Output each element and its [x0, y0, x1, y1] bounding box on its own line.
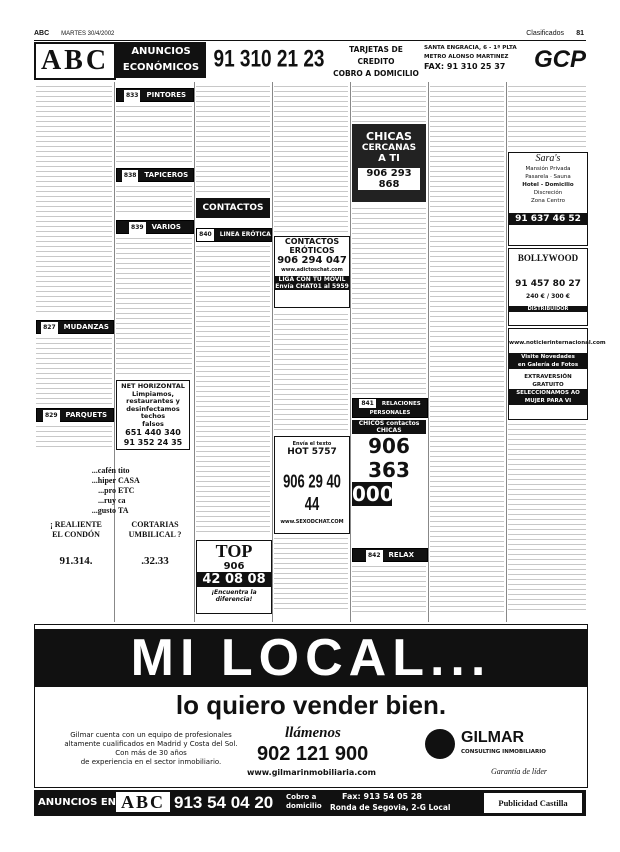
ad-title: CHICAS	[366, 130, 412, 143]
cobro-line: COBRO A DOMICILIO	[333, 69, 419, 78]
ad-net-horizontal	[116, 380, 190, 450]
cards-line: TARJETAS DE CREDITO	[349, 45, 403, 66]
column-7-listings-bottom	[508, 422, 586, 612]
body-line: altamente cualificados en Madrid y Costa del Sol.	[64, 740, 238, 748]
ad-phone: 906 29 40 44	[283, 470, 341, 514]
column-rule	[350, 82, 351, 622]
category-parquets	[36, 408, 114, 422]
ad-title-row	[352, 420, 426, 434]
ad-line: ca	[118, 496, 126, 505]
category-mudanzas	[36, 320, 114, 334]
column-rule	[428, 82, 429, 622]
footer-bar	[34, 790, 586, 816]
ad-chicas	[352, 124, 426, 202]
ad-line: ...cafén	[91, 466, 116, 475]
ad-line: en Galería de Fotos	[509, 361, 587, 369]
ad-sms: 5757	[311, 447, 337, 457]
ad-phone: .32.33	[141, 555, 169, 567]
ad-line: TA	[118, 506, 129, 515]
cards-block	[330, 44, 422, 80]
ad-web: www.adictoschat.com	[281, 267, 343, 273]
ad-phone: 91 637 46 52	[509, 213, 587, 225]
category-label: PINTORES	[146, 91, 187, 99]
ad-noticier	[508, 328, 606, 420]
ad-web: www.noticierinternacional.com	[509, 340, 606, 346]
category-relax	[352, 548, 428, 562]
anuncios-title: ANUNCIOS	[131, 46, 191, 57]
varios-listings	[116, 236, 192, 376]
ad-cta: LIGA CON TU MÓVIL	[275, 276, 349, 283]
cobro-line: domicilio	[286, 802, 322, 810]
ad-line: tito	[118, 466, 130, 475]
ad-title: CHICOS	[358, 420, 385, 427]
date: MARTES 30/4/2002	[61, 31, 115, 37]
ad-line: EXTRAVERSIÓN GRATUITO	[524, 374, 572, 388]
parquets-listings	[36, 424, 112, 450]
column-3-listings	[196, 84, 270, 194]
ad-line: Visite Novedades	[509, 353, 587, 361]
fax-line: FAX: 91 310 25 37	[424, 62, 506, 71]
column-5-listings	[352, 84, 426, 122]
ad-line: techos	[140, 412, 166, 420]
ad-title: CONTACTOS	[284, 237, 340, 246]
category-label: RELAX	[388, 551, 414, 559]
ad-phone: 000	[352, 482, 394, 506]
ad-line: Zona Centro	[530, 198, 566, 204]
footer-address: Ronda de Segovia, 2-G Local	[330, 803, 451, 812]
ad-top-906	[196, 540, 272, 614]
top-banner	[34, 42, 586, 78]
body-line: de experiencia en el sector inmobiliario.	[80, 758, 222, 766]
milocal-sub: lo quiero vender bien.	[175, 690, 447, 720]
column-5-listings-mid	[352, 206, 426, 394]
ad-line: UMBILICAL ?	[128, 530, 182, 539]
ad-line: CASA	[118, 476, 140, 485]
ad-line: Hotel - Domicilio	[522, 182, 574, 188]
gilmar-logo-icon	[425, 729, 455, 759]
ad-line: Mansión Privada	[525, 166, 571, 172]
category-number: 840	[197, 229, 214, 241]
relax-listings	[352, 564, 426, 612]
category-tapiceros	[116, 168, 194, 182]
category-label: MUDANZAS	[63, 323, 109, 331]
category-number: 841	[361, 400, 374, 407]
category-number: 833	[124, 90, 141, 102]
ad-line: falsos	[142, 419, 164, 428]
category-number: 838	[122, 170, 139, 182]
category-linea-erotica	[196, 228, 272, 242]
ad-line: ETC	[118, 486, 135, 495]
ad-brand: TOP	[215, 541, 253, 561]
category-varios	[116, 220, 194, 234]
ad-line: CORTARIAS	[131, 520, 179, 529]
ad-tagline: DISTRIBUIDOR	[509, 306, 587, 312]
ad-phone: 906	[368, 434, 410, 458]
ad-line: MUJER PARA VI	[509, 397, 587, 405]
ad-line: Envía el texto	[292, 441, 332, 447]
ad-phone: 363	[368, 458, 410, 482]
ad-chat-906	[274, 436, 350, 534]
ad-tagline: ¡Encuentra la diferencia!	[211, 589, 257, 603]
ad-title: Sara's	[535, 153, 561, 164]
column-4-listings	[274, 84, 348, 234]
ad-line: ...gusto	[91, 506, 116, 515]
ad-sms: Envía CHAT01 al 5959	[275, 283, 349, 290]
ad-line: ...hiper	[91, 476, 116, 485]
milocal-phone: 902 121 900	[257, 743, 369, 765]
category-label: RELACIONES PERSONALES	[369, 401, 421, 416]
ad-line: SELECCIONAMOS AO	[509, 389, 587, 397]
footer-phone: 913 54 04 20	[174, 793, 274, 812]
ad-title: A TI	[378, 153, 400, 164]
milocal-headline: MI LOCAL...	[35, 629, 587, 687]
ad-line: ...ruy	[98, 496, 116, 505]
column-4-listings-bottom	[274, 536, 348, 612]
body-line: Con más de 30 años	[115, 749, 187, 757]
column-rule	[194, 82, 195, 622]
footer-logo: ABC	[116, 792, 170, 812]
ad-phone: 906	[223, 561, 245, 572]
body-line: Gilmar cuenta con un equipo de profesionales	[70, 731, 232, 739]
gilmar-guarantee: Garantía de líder	[491, 767, 547, 776]
category-number: 839	[129, 222, 146, 234]
category-label: PARQUETS	[65, 411, 108, 419]
ad-phone: 91 352 24 35	[123, 438, 183, 447]
ad-bollywood	[508, 248, 588, 326]
ad-phone: 651 440 340	[125, 428, 181, 437]
footer-brand: Publicidad Castilla	[484, 793, 582, 813]
column-6-listings	[430, 84, 504, 612]
column-7-listings	[508, 84, 586, 150]
ad-title: ERÓTICOS	[289, 246, 335, 255]
ad-cut-left	[36, 466, 116, 616]
ad-phone: 906 294 047	[277, 255, 347, 266]
contactos-header: CONTACTOS	[196, 198, 270, 218]
ad-phone: 42 08 08	[197, 572, 271, 587]
ad-title: CHICAS	[376, 427, 402, 434]
ad-phone: 91.314.	[59, 555, 93, 567]
category-number: 829	[43, 410, 60, 422]
pintores-listings	[116, 104, 192, 164]
ad-brand: BOLLYWOOD	[517, 253, 579, 263]
column-1-listings	[36, 84, 112, 314]
ad-line: EL CONDÓN	[52, 530, 100, 539]
footer-label: ANUNCIOS EN	[38, 797, 117, 808]
address-block	[424, 44, 534, 71]
ad-line: desinfectamos	[126, 404, 180, 413]
footer-fax: Fax: 913 54 05 28	[342, 792, 422, 801]
category-relaciones	[352, 398, 428, 418]
category-pintores	[116, 88, 194, 102]
address-line2: METRO ALONSO MARTINEZ	[424, 54, 509, 60]
ad-title: CERCANAS	[361, 143, 417, 153]
abc-logo: ABC	[34, 42, 116, 80]
column-rule	[272, 82, 273, 622]
ad-phone: 906 293 868	[358, 168, 420, 190]
address-line1: SANTA ENGRACIA, 6 - 1ª PLTA	[424, 45, 517, 51]
category-number: 827	[41, 322, 58, 334]
column-4-listings-mid	[274, 312, 348, 432]
ad-contactos-logo	[352, 420, 426, 532]
ad-code	[275, 447, 349, 457]
gilmar-brand-sub: CONSULTING INMOBILIARIO	[461, 749, 546, 755]
column-rule	[506, 82, 507, 622]
right-section: Clasificados	[526, 30, 564, 37]
milocal-call: llámenos	[285, 725, 341, 741]
ad-code-text: HOT	[287, 447, 309, 457]
category-label: VARIOS	[151, 223, 181, 231]
ad-gilmar	[34, 624, 588, 788]
ad-sara	[508, 152, 588, 246]
ad-line: restaurantes y	[126, 397, 180, 405]
banner-phone: 91 310 21 23	[213, 46, 325, 73]
ad-contactos-eroticos	[274, 236, 350, 308]
section-name: ABC	[34, 30, 50, 37]
ad-line: Discreción	[533, 190, 563, 196]
ad-cut-right	[118, 466, 192, 616]
category-number: 842	[366, 550, 383, 562]
anuncios-block	[116, 42, 206, 78]
category-label: TAPICEROS	[144, 171, 189, 179]
cobro-line: Cobro a	[286, 793, 317, 801]
milocal-web: www.gilmarinmobiliaria.com	[247, 768, 376, 777]
ad-phone: 91 457 80 27	[515, 279, 581, 289]
tapiceros-listings	[116, 184, 192, 216]
ad-line: Limpiamos,	[132, 389, 174, 398]
ad-line: ...pro	[98, 486, 116, 495]
mudanzas-listings	[36, 336, 112, 404]
ad-line: Pasarela · Sauna	[525, 174, 571, 180]
economicos-title: ECONÓMICOS	[122, 62, 200, 73]
milocal-body	[51, 731, 251, 767]
category-label: LINEA ERÓTICA	[219, 231, 271, 238]
ad-line: ¡ REALIENTE	[50, 520, 102, 529]
ad-web: www.SEXODCHAT.COM	[280, 519, 344, 525]
ad-title: contactos	[386, 420, 420, 427]
gcp-logo: GCP	[534, 46, 587, 73]
ad-price: 240 € / 300 €	[526, 293, 570, 300]
gilmar-brand: GILMAR	[461, 729, 525, 746]
footer-cobro	[286, 793, 322, 811]
page-number: 81	[576, 30, 584, 37]
ad-title: NET HORIZONTAL	[121, 382, 185, 390]
linea-erotica-listings	[196, 244, 270, 534]
